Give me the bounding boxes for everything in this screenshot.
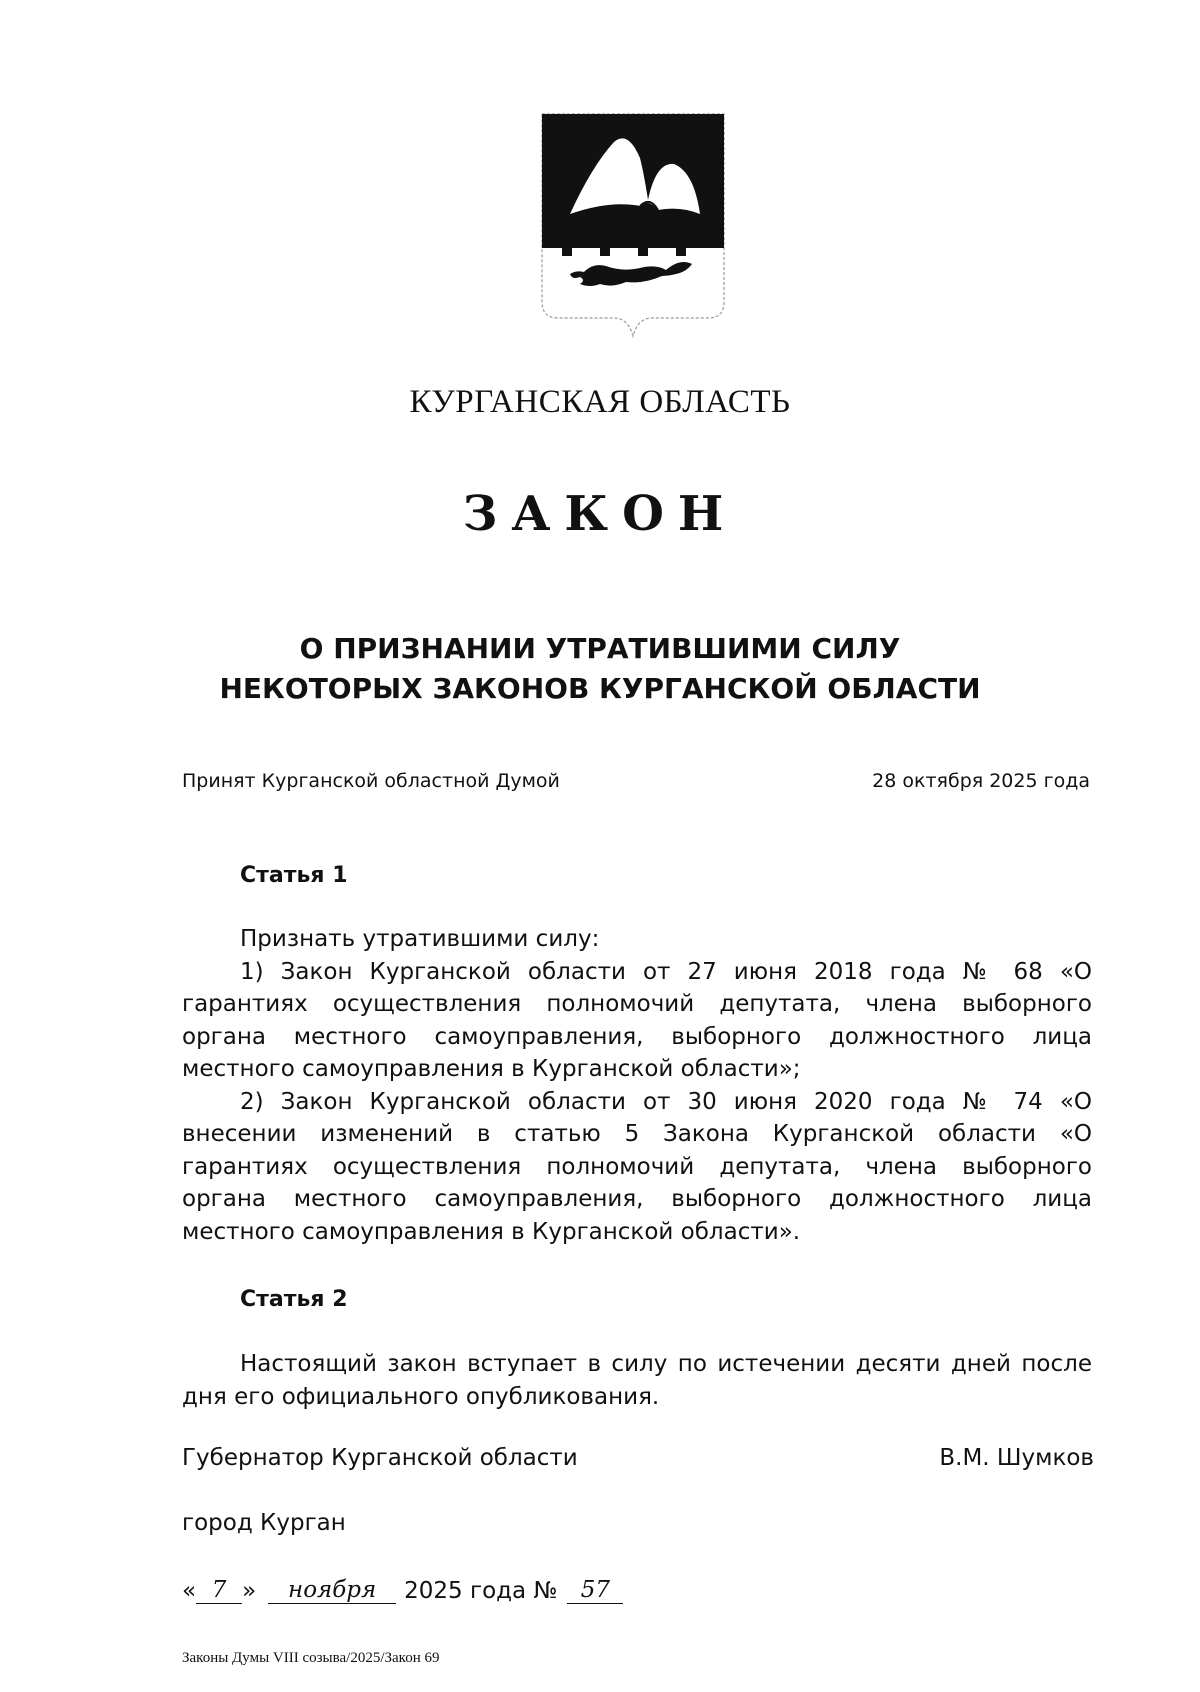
article-1-heading: Статья 1	[240, 863, 348, 888]
article-1-item-2: 2) Закон Курганской области от 30 июня 2020 года № 74 «О внесении изменений в статью 5 Закона Курганской области «О гарантиях осуществления полномочий депутата, члена выборного органа местного самоуправления, выборного должностного лица местного самоуправления в Курганской области».	[182, 1088, 1092, 1245]
signature-block	[182, 1445, 1094, 1471]
law-subject	[0, 629, 1200, 709]
signing-year-text: 2025 года №	[404, 1578, 558, 1604]
signing-day: 7	[196, 1577, 242, 1604]
signing-city: город Курган	[182, 1510, 346, 1536]
adoption-line	[182, 770, 1090, 792]
law-subject-line-2: НЕКОТОРЫХ ЗАКОНОВ КУРГАНСКОЙ ОБЛАСТИ	[219, 672, 981, 705]
region-name: КУРГАНСКАЯ ОБЛАСТЬ	[409, 384, 791, 420]
adoption-date: 28 октября 2025 года	[872, 770, 1090, 792]
adopted-by: Принят Курганской областной Думой	[182, 770, 560, 792]
signing-date-line	[182, 1577, 623, 1604]
signatory-name: В.М. Шумков	[939, 1445, 1094, 1471]
article-2-body	[182, 1348, 1092, 1413]
quote-open: «	[182, 1578, 197, 1604]
law-subject-line-1: О ПРИЗНАНИИ УТРАТИВШИМИ СИЛУ	[299, 632, 901, 665]
law-number: 57	[567, 1577, 623, 1604]
coat-of-arms-icon	[540, 112, 726, 348]
document-type: ЗАКОН	[462, 486, 738, 542]
article-1-body	[182, 923, 1092, 1248]
signatory-position: Губернатор Курганской области	[182, 1445, 578, 1471]
article-1-item-1: 1) Закон Курганской области от 27 июня 2018 года № 68 «О гарантиях осуществления полномочий депутата, члена выборного органа местного самоуправления, выборного должностного лица местного самоуправления в Курганской области»;	[182, 958, 1092, 1082]
article-2-heading: Статья 2	[240, 1287, 348, 1312]
article-1-intro: Признать утратившими силу:	[240, 926, 600, 952]
quote-close: »	[242, 1578, 257, 1604]
signing-month: ноября	[268, 1577, 396, 1604]
article-2-text: Настоящий закон вступает в силу по истечении десяти дней после дня его официального опубликования.	[182, 1351, 1092, 1410]
document-footer: Законы Думы VIII созыва/2025/Закон 69	[182, 1650, 440, 1666]
